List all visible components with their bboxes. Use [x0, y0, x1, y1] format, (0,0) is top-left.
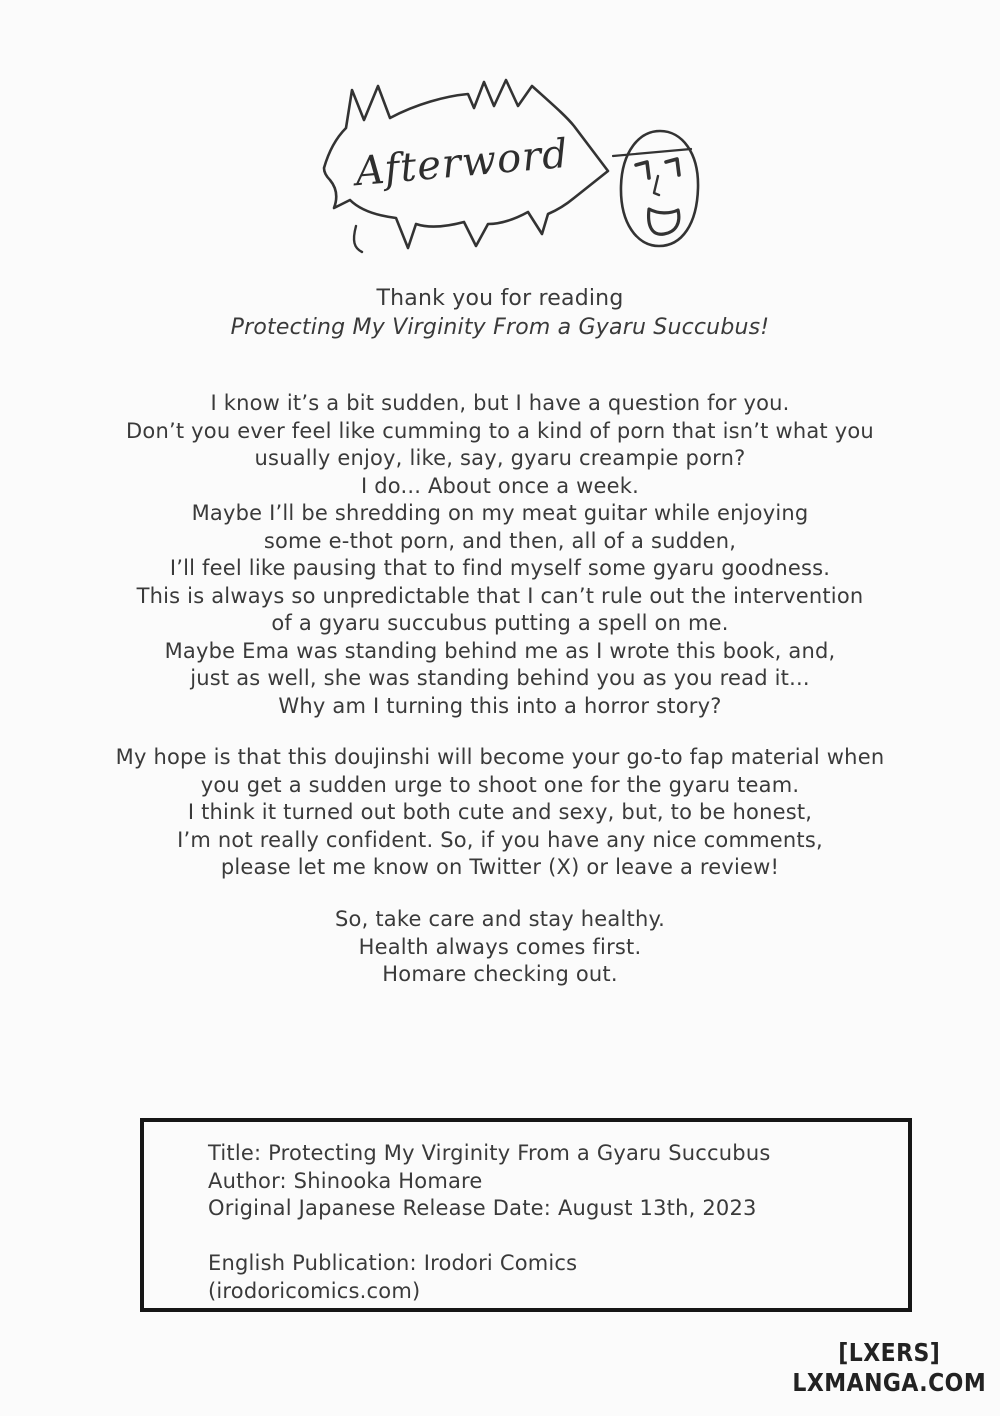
afterword-paragraph-3	[0, 906, 1000, 989]
afterword-line: of a gyaru succubus putting a spell on me.	[271, 611, 729, 635]
afterword-line: Health always comes first.	[358, 934, 642, 959]
info-author: Author: Shinooka Homare	[208, 1168, 483, 1193]
afterword-line: Maybe Ema was standing behind me as I wrote this book, and,	[164, 638, 836, 663]
afterword-line: I do... About once a week.	[360, 473, 640, 498]
afterword-line: Don’t you ever feel like cumming to a kind of porn that isn’t what you	[126, 418, 874, 443]
afterword-line: please let me know on Twitter (X) or leave a review!	[220, 855, 780, 879]
afterword-line: Why am I turning this into a horror story?	[278, 693, 722, 718]
thanks-line: Thank you for reading	[376, 286, 624, 311]
afterword-line: usually enjoy, like, say, gyaru creampie porn?	[254, 446, 746, 470]
afterword-line: you get a sudden urge to shoot one for the gyaru team.	[200, 772, 800, 797]
publication-info-box	[140, 1118, 912, 1312]
afterword-line: Maybe I’ll be shredding on my meat guitar while enjoying	[191, 501, 809, 525]
afterword-line: I’ll feel like pausing that to find myself some gyaru goodness.	[169, 556, 831, 580]
afterword-title: Afterword	[353, 130, 571, 196]
afterword-paragraph-1	[0, 390, 1000, 720]
afterword-paragraph-2	[0, 744, 1000, 882]
afterword-line: I think it turned out both cute and sexy, but, to be honest,	[187, 800, 813, 824]
afterword-line: My hope is that this doujinshi will become your go-to fap material when	[115, 745, 885, 769]
info-spacer	[208, 1223, 884, 1251]
afterword-line: So, take care and stay healthy.	[335, 907, 665, 931]
info-publisher: English Publication: Irodori Comics	[208, 1251, 578, 1275]
afterword-line: Homare checking out.	[382, 962, 618, 986]
watermark-site: LXMANGA.COM	[792, 1368, 986, 1397]
afterword-line: I’m not really confident. So, if you have any nice comments,	[177, 827, 823, 852]
afterword-line: I know it’s a bit sudden, but I have a question for you.	[210, 391, 790, 415]
intro-block	[0, 284, 1000, 342]
info-publisher-url: (irodoricomics.com)	[208, 1278, 421, 1303]
afterword-line: This is always so unpredictable that I can’t rule out the intervention	[136, 583, 864, 608]
doodle-face-icon	[612, 126, 707, 251]
watermark	[792, 1338, 986, 1398]
afterword-line: some e-thot porn, and then, all of a sudden,	[263, 528, 737, 553]
afterword-line: just as well, she was standing behind you as you read it...	[190, 666, 810, 690]
info-title: Title: Protecting My Virginity From a Gyaru Succubus	[208, 1141, 771, 1165]
book-title-line: Protecting My Virginity From a Gyaru Succubus!	[230, 315, 770, 340]
info-release-date: Original Japanese Release Date: August 13th, 2023	[208, 1196, 757, 1220]
watermark-group: [LXERS]	[838, 1338, 941, 1367]
